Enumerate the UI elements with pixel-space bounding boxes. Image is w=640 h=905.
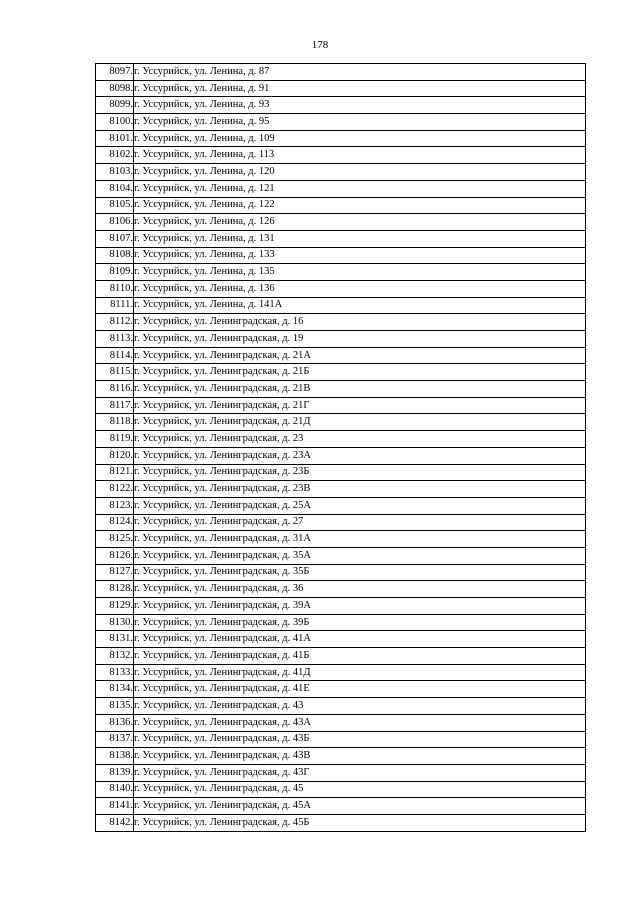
table-row xyxy=(96,314,586,331)
row-address: г. Уссурийск, ул. Ленинградская, д. 35А xyxy=(134,547,586,564)
row-number: 8138. xyxy=(96,748,134,765)
row-number: 8128. xyxy=(96,581,134,598)
row-address: г. Уссурийск, ул. Ленина, д. 122 xyxy=(134,197,586,214)
table-row xyxy=(96,247,586,264)
row-address: г. Уссурийск, ул. Ленина, д. 126 xyxy=(134,214,586,231)
row-number: 8137. xyxy=(96,731,134,748)
table-row xyxy=(96,347,586,364)
row-number: 8106. xyxy=(96,214,134,231)
row-address: г. Уссурийск, ул. Ленинградская, д. 36 xyxy=(134,581,586,598)
row-number: 8108. xyxy=(96,247,134,264)
row-number: 8122. xyxy=(96,481,134,498)
row-address: г. Уссурийск, ул. Ленинградская, д. 43В xyxy=(134,748,586,765)
table-row xyxy=(96,714,586,731)
row-address: г. Уссурийск, ул. Ленина, д. 131 xyxy=(134,230,586,247)
address-table-body xyxy=(96,64,586,832)
row-address: г. Уссурийск, ул. Ленина, д. 121 xyxy=(134,180,586,197)
row-number: 8113. xyxy=(96,331,134,348)
table-row xyxy=(96,397,586,414)
row-address: г. Уссурийск, ул. Ленинградская, д. 23Б xyxy=(134,464,586,481)
row-address: г. Уссурийск, ул. Ленинградская, д. 31А xyxy=(134,531,586,548)
row-number: 8112. xyxy=(96,314,134,331)
table-row xyxy=(96,497,586,514)
row-number: 8121. xyxy=(96,464,134,481)
row-number: 8131. xyxy=(96,631,134,648)
table-row xyxy=(96,164,586,181)
table-row xyxy=(96,147,586,164)
row-address: г. Уссурийск, ул. Ленинградская, д. 43Б xyxy=(134,731,586,748)
row-address: г. Уссурийск, ул. Ленинградская, д. 39Б xyxy=(134,614,586,631)
table-row xyxy=(96,114,586,131)
table-row xyxy=(96,564,586,581)
row-address: г. Уссурийск, ул. Ленина, д. 133 xyxy=(134,247,586,264)
row-address: г. Уссурийск, ул. Ленинградская, д. 16 xyxy=(134,314,586,331)
page-number: 178 xyxy=(311,39,329,51)
row-number: 8126. xyxy=(96,547,134,564)
row-address: г. Уссурийск, ул. Ленинградская, д. 41А xyxy=(134,631,586,648)
table-row xyxy=(96,431,586,448)
row-address: г. Уссурийск, ул. Ленинградская, д. 25А xyxy=(134,497,586,514)
table-row xyxy=(96,80,586,97)
address-table xyxy=(95,63,586,832)
table-row xyxy=(96,798,586,815)
row-address: г. Уссурийск, ул. Ленинградская, д. 39А xyxy=(134,598,586,615)
row-number: 8117. xyxy=(96,397,134,414)
row-number: 8139. xyxy=(96,764,134,781)
row-number: 8116. xyxy=(96,381,134,398)
table-row xyxy=(96,481,586,498)
row-number: 8135. xyxy=(96,698,134,715)
row-number: 8118. xyxy=(96,414,134,431)
row-number: 8142. xyxy=(96,814,134,831)
row-address: г. Уссурийск, ул. Ленина, д. 93 xyxy=(134,97,586,114)
row-number: 8125. xyxy=(96,531,134,548)
table-row xyxy=(96,748,586,765)
table-row xyxy=(96,648,586,665)
table-row xyxy=(96,547,586,564)
row-number: 8103. xyxy=(96,164,134,181)
table-row xyxy=(96,764,586,781)
row-address: г. Уссурийск, ул. Ленина, д. 136 xyxy=(134,280,586,297)
row-address: г. Уссурийск, ул. Ленина, д. 141А xyxy=(134,297,586,314)
row-number: 8129. xyxy=(96,598,134,615)
table-row xyxy=(96,297,586,314)
table-row xyxy=(96,381,586,398)
table-row xyxy=(96,264,586,281)
row-address: г. Уссурийск, ул. Ленина, д. 87 xyxy=(134,64,586,81)
table-row xyxy=(96,64,586,81)
row-address: г. Уссурийск, ул. Ленина, д. 91 xyxy=(134,80,586,97)
table-row xyxy=(96,280,586,297)
row-number: 8100. xyxy=(96,114,134,131)
row-number: 8101. xyxy=(96,130,134,147)
row-number: 8123. xyxy=(96,497,134,514)
row-address: г. Уссурийск, ул. Ленинградская, д. 41Д xyxy=(134,664,586,681)
row-address: г. Уссурийск, ул. Ленинградская, д. 21В xyxy=(134,381,586,398)
row-number: 8115. xyxy=(96,364,134,381)
row-number: 8105. xyxy=(96,197,134,214)
row-address: г. Уссурийск, ул. Ленинградская, д. 43А xyxy=(134,714,586,731)
row-address: г. Уссурийск, ул. Ленинградская, д. 45 xyxy=(134,781,586,798)
table-row xyxy=(96,598,586,615)
table-row xyxy=(96,581,586,598)
row-address: г. Уссурийск, ул. Ленинградская, д. 21Д xyxy=(134,414,586,431)
row-number: 8134. xyxy=(96,681,134,698)
table-row xyxy=(96,698,586,715)
row-address: г. Уссурийск, ул. Ленинградская, д. 45А xyxy=(134,798,586,815)
row-address: г. Уссурийск, ул. Ленинградская, д. 19 xyxy=(134,331,586,348)
row-number: 8102. xyxy=(96,147,134,164)
table-row xyxy=(96,781,586,798)
row-address: г. Уссурийск, ул. Ленинградская, д. 21А xyxy=(134,347,586,364)
table-row xyxy=(96,731,586,748)
table-row xyxy=(96,230,586,247)
table-row xyxy=(96,664,586,681)
row-address: г. Уссурийск, ул. Ленинградская, д. 41Б xyxy=(134,648,586,665)
row-address: г. Уссурийск, ул. Ленина, д. 113 xyxy=(134,147,586,164)
table-row xyxy=(96,97,586,114)
row-number: 8109. xyxy=(96,264,134,281)
row-address: г. Уссурийск, ул. Ленина, д. 109 xyxy=(134,130,586,147)
table-row xyxy=(96,414,586,431)
row-address: г. Уссурийск, ул. Ленинградская, д. 43Г xyxy=(134,764,586,781)
table-row xyxy=(96,814,586,831)
row-number: 8136. xyxy=(96,714,134,731)
row-number: 8110. xyxy=(96,280,134,297)
row-number: 8141. xyxy=(96,798,134,815)
table-row xyxy=(96,214,586,231)
row-number: 8119. xyxy=(96,431,134,448)
table-row xyxy=(96,197,586,214)
table-row xyxy=(96,464,586,481)
table-row xyxy=(96,631,586,648)
table-row xyxy=(96,447,586,464)
row-address: г. Уссурийск, ул. Ленинградская, д. 23В xyxy=(134,481,586,498)
table-row xyxy=(96,130,586,147)
row-address: г. Уссурийск, ул. Ленинградская, д. 21Г xyxy=(134,397,586,414)
row-address: г. Уссурийск, ул. Ленина, д. 135 xyxy=(134,264,586,281)
row-number: 8127. xyxy=(96,564,134,581)
row-number: 8107. xyxy=(96,230,134,247)
row-number: 8140. xyxy=(96,781,134,798)
row-number: 8124. xyxy=(96,514,134,531)
row-address: г. Уссурийск, ул. Ленина, д. 120 xyxy=(134,164,586,181)
row-number: 8111. xyxy=(96,297,134,314)
row-address: г. Уссурийск, ул. Ленинградская, д. 23 xyxy=(134,431,586,448)
table-row xyxy=(96,681,586,698)
row-address: г. Уссурийск, ул. Ленинградская, д. 23А xyxy=(134,447,586,464)
row-number: 8114. xyxy=(96,347,134,364)
row-number: 8097. xyxy=(96,64,134,81)
row-address: г. Уссурийск, ул. Ленинградская, д. 35Б xyxy=(134,564,586,581)
row-number: 8132. xyxy=(96,648,134,665)
table-row xyxy=(96,614,586,631)
row-address: г. Уссурийск, ул. Ленинградская, д. 21Б xyxy=(134,364,586,381)
table-row xyxy=(96,180,586,197)
table-row xyxy=(96,531,586,548)
row-address: г. Уссурийск, ул. Ленинградская, д. 43 xyxy=(134,698,586,715)
row-address: г. Уссурийск, ул. Ленинградская, д. 41Е xyxy=(134,681,586,698)
table-row xyxy=(96,331,586,348)
row-number: 8130. xyxy=(96,614,134,631)
row-number: 8098. xyxy=(96,80,134,97)
row-address: г. Уссурийск, ул. Ленинградская, д. 27 xyxy=(134,514,586,531)
row-number: 8099. xyxy=(96,97,134,114)
row-address: г. Уссурийск, ул. Ленина, д. 95 xyxy=(134,114,586,131)
row-number: 8104. xyxy=(96,180,134,197)
table-row xyxy=(96,514,586,531)
row-number: 8120. xyxy=(96,447,134,464)
row-number: 8133. xyxy=(96,664,134,681)
row-address: г. Уссурийск, ул. Ленинградская, д. 45Б xyxy=(134,814,586,831)
table-row xyxy=(96,364,586,381)
